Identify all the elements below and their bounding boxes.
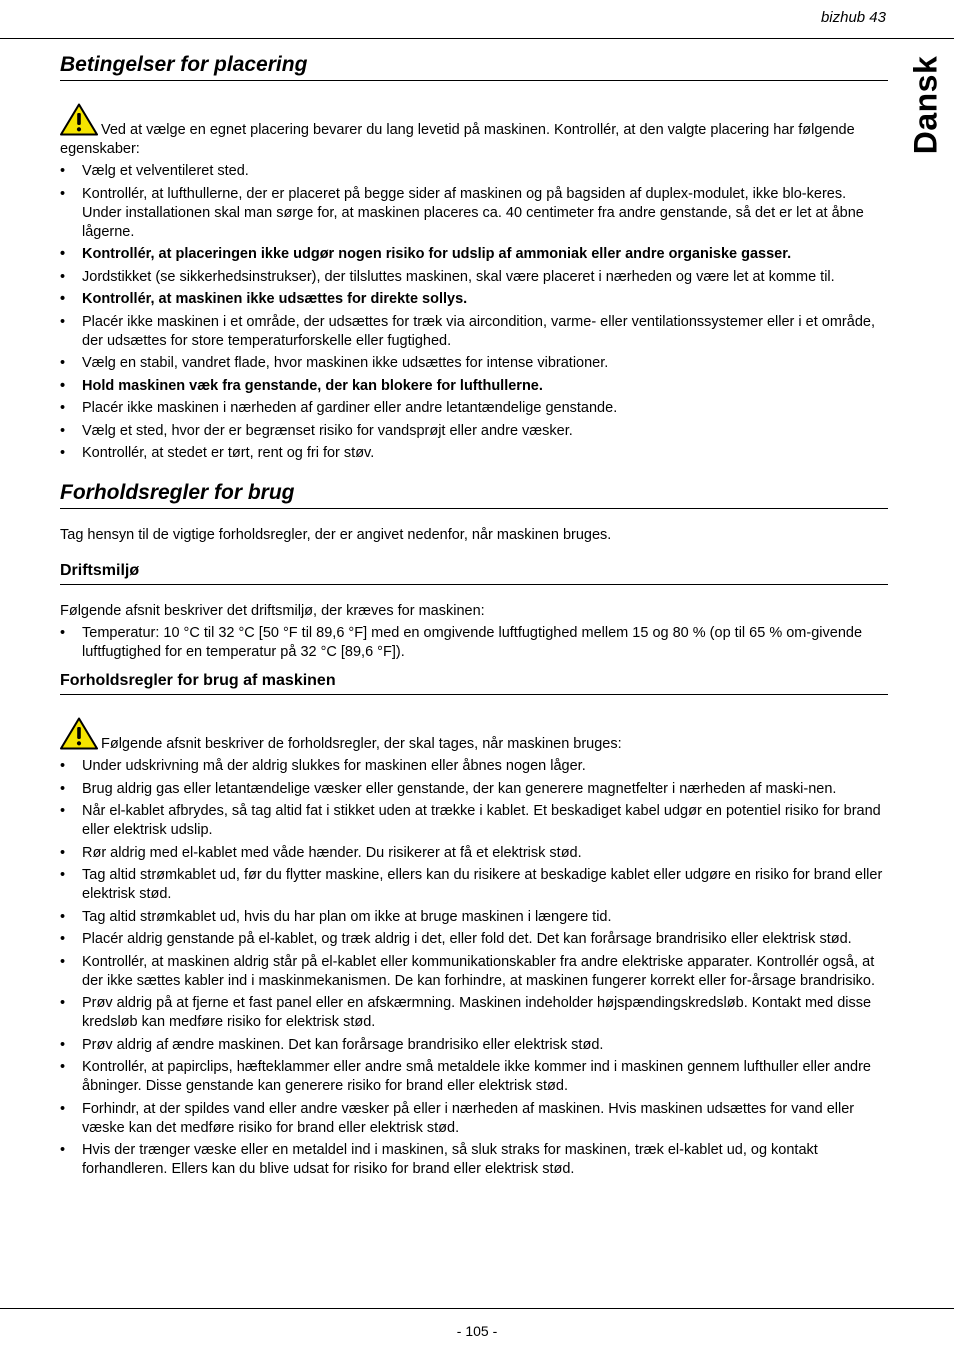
list-item: • Tag altid strømkablet ud, hvis du har plan om ikke at bruge maskinen i længere tid. (60, 908, 888, 927)
section-title-usage: Forholdsregler for brug (60, 481, 888, 509)
usage-intro: Tag hensyn til de vigtige forholdsregler, der er angivet nedenfor, når maskinen bruges. (60, 526, 612, 543)
list-item: • Rør aldrig med el-kablet med våde hænder. Du risikerer at få et elektrisk stød. (60, 844, 888, 863)
list-item: • Kontrollér, at maskinen ikke udsættes for direkte sollys. (60, 290, 888, 309)
list-item: • Placér aldrig genstande på el-kablet, og træk aldrig i det, eller fold det. Det kan forårsage brandrisiko eller elektrisk stød. (60, 930, 888, 949)
list-item: • Placér ikke maskinen i nærheden af gardiner eller andre letantændelige genstande. (60, 399, 888, 418)
list-item: • Tag altid strømkablet ud, før du flytter maskine, ellers kan du risikere at beskadige kablet eller udgøre en risiko for brand eller elektrisk stød. (60, 866, 888, 904)
language-side-tab (907, 55, 944, 155)
section-title-placement: Betingelser for placering (60, 53, 888, 81)
list-item: • Brug aldrig gas eller letantændelige væsker eller genstande, der kan generere magnetfelter i nærheden af maski-nen. (60, 780, 888, 799)
list-item: • Prøv aldrig på at fjerne et fast panel eller en afskærmning. Maskinen indeholder højspændingskredsløb. Kontakt med disse kredsløb kan medføre risiko for elektrisk stød. (60, 994, 888, 1032)
list-item: • Hold maskinen væk fra genstande, der kan blokere for lufthullerne. (60, 377, 888, 396)
list-item: • Kontrollér, at stedet er tørt, rent og fri for støv. (60, 444, 888, 463)
list-item: • Kontrollér, at maskinen aldrig står på el-kablet eller kommunikationskabler fra andre elektriske apparater. Kontrollér også, at der ikke sættes kabler ind i maskinmekanismen. De kan forhindre, at maskinen fungerer korrekt eller for-årsage brandrisiko. (60, 953, 888, 991)
list-item: • Vælg en stabil, vandret flade, hvor maskinen ikke udsættes for intense vibrationer. (60, 354, 888, 373)
subsection-title-environment: Driftsmiljø (60, 562, 888, 585)
environment-list (60, 624, 888, 662)
list-item: • Vælg et velventileret sted. (60, 162, 888, 181)
list-item: • Hvis der trænger væske eller en metaldel ind i maskinen, så sluk straks for maskinen, træk el-kablet ud, og kontakt forhandleren. Ellers kan du blive udsat for risiko for brand eller elektrisk stød. (60, 1141, 888, 1179)
machine-warning-text: Følgende afsnit beskriver de forholdsregler, der skal tages, når maskinen bruges: (101, 736, 622, 752)
list-item: • Forhindr, at der spildes vand eller andre væsker på eller i nærheden af maskinen. Hvis maskinen udsættes for vand eller væske kan det medføre risiko for brand eller elektrisk stød. (60, 1100, 888, 1138)
list-item: • Temperatur: 10 °C til 32 °C [50 °F til 89,6 °F] med en omgivende luftfugtighed mellem 15 og 80 % (op til 65 % om-givende luftfugtighed for en temperatur på 32 °C [89,6 °F]). (60, 624, 888, 662)
warning-triangle-icon (60, 103, 98, 136)
placement-warning-text: Ved at vælge en egnet placering bevarer du lang levetid på maskinen. Kontrollér, at den valgte placering har følgende egenskaber: (60, 122, 855, 157)
page-number: - 105 - (456, 1323, 498, 1339)
header-rule (0, 38, 954, 39)
list-item: • Kontrollér, at placeringen ikke udgør nogen risiko for udslip af ammoniak eller andre organiske gasser. (60, 245, 888, 264)
placement-warning-paragraph (60, 103, 888, 159)
page-content (60, 53, 888, 1183)
list-item: • Placér ikke maskinen i et område, der udsættes for træk via aircondition, varme- eller ventilationssystemer eller i et område, der udsættes for store temperaturforskelle eller fugtighed. (60, 313, 888, 351)
footer-rule (0, 1308, 954, 1309)
machine-warning-paragraph (60, 717, 888, 754)
list-item: • Kontrollér, at lufthullerne, der er placeret på begge sider af maskinen og på bagsiden af duplex-modulet, ikke blo-keres. Under installationen skal man sørge for, at maskinen placeres ca. 40 centimeter fra andre genstande, så det er let at åbne lågerne. (60, 185, 888, 242)
placement-requirements-list (60, 162, 888, 463)
language-side-tab-label: Dansk (907, 55, 944, 155)
list-item: • Kontrollér, at papirclips, hæfteklammer eller andre små metaldele ikke kommer ind i maskinen gennem lufthuller eller andre åbninger. Disse genstande kan generere risiko for brand eller elektrisk stød. (60, 1058, 888, 1096)
list-item: • Vælg et sted, hvor der er begrænset risiko for vandsprøjt eller andre væsker. (60, 422, 888, 441)
subsection-title-machine-precautions: Forholdsregler for brug af maskinen (60, 672, 888, 695)
list-item: • Jordstikket (se sikkerhedsinstrukser), der tilsluttes maskinen, skal være placeret i nærheden og være let at komme til. (60, 268, 888, 287)
warning-triangle-icon (60, 717, 98, 750)
environment-intro: Følgende afsnit beskriver det driftsmiljø, der kræves for maskinen: (60, 602, 485, 619)
list-item: • Når el-kablet afbrydes, så tag altid fat i stikket uden at trække i kablet. Et beskadiget kabel udgør en potentiel risiko for brand eller elektrisk udslip. (60, 802, 888, 840)
list-item: • Prøv aldrig af ændre maskinen. Det kan forårsage brandrisiko eller elektrisk stød. (60, 1036, 888, 1055)
machine-precautions-list (60, 757, 888, 1179)
header-product-name: bizhub 43 (820, 9, 886, 26)
list-item: • Under udskrivning må der aldrig slukkes for maskinen eller åbnes nogen låger. (60, 757, 888, 776)
